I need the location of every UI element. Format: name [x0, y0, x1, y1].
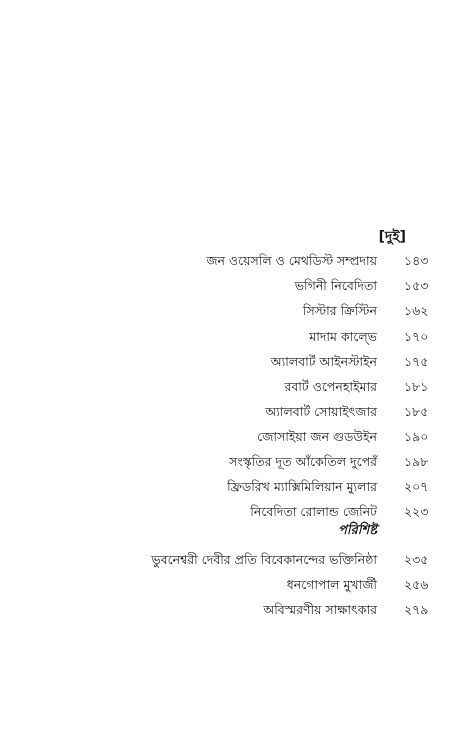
entry-title: ধনগোপাল মুখার্জী: [286, 577, 377, 592]
toc-entry: [0, 300, 460, 322]
entry-page: ২৭৯: [404, 602, 429, 617]
entry-page: ২২৩: [404, 504, 429, 519]
toc-entry: [0, 476, 460, 498]
entry-page: ২০৭: [404, 479, 429, 494]
entry-page: ১৪৩: [404, 253, 429, 268]
toc-entry: [0, 501, 460, 523]
toc-entry: [0, 426, 460, 448]
entry-title: ভুবনেশ্বরী দেবীর প্রতি বিবেকানন্দের ভক্তিনিষ্ঠা: [151, 552, 377, 567]
toc-entry: [0, 451, 460, 473]
entry-title: সংস্কৃতির দূত আঁকেতিল দুপেরঁ: [229, 454, 377, 469]
appendix-entry: [0, 574, 460, 596]
entry-page: ১৭০: [404, 329, 429, 344]
entry-page: ১৮৫: [404, 404, 429, 419]
appendix-entry: [0, 549, 460, 571]
entry-page: ১৬২: [404, 303, 429, 318]
entry-page: ১৫৩: [404, 278, 429, 293]
toc-entry: [0, 351, 460, 373]
entry-page: ২৫৬: [404, 577, 429, 592]
entry-title: মাদাম কাল্ভে: [309, 329, 377, 344]
entry-title: ফ্রিডরিখ ম্যাক্সিমিলিয়ান ম্যুলার: [227, 479, 377, 494]
entry-title: নিবেদিতা রোলান্ড জেনিট: [250, 504, 377, 519]
part-heading: [দুই]: [378, 229, 406, 245]
entry-title: অ্যালবার্ট সোয়াইৎজার: [265, 404, 377, 419]
entry-title: সিস্টার ক্রিস্টিন: [302, 303, 377, 318]
toc-entry: [0, 401, 460, 423]
entry-title: জন ওয়েসলি ও মেথডিস্ট সম্প্রদায়: [206, 253, 377, 268]
toc-entry: [0, 376, 460, 398]
entry-title: অবিস্মরণীয় সাক্ষাৎকার: [263, 602, 377, 617]
entry-title: রবার্ট ওপেনহাইমার: [284, 379, 377, 394]
toc-entry: [0, 326, 460, 348]
appendix-heading: পরিশিষ্ট: [338, 523, 377, 538]
entry-title: অ্যালবার্ট আইনস্টাইন: [270, 354, 377, 369]
entry-title: জোসাইয়া জন গুডউইন: [257, 429, 377, 444]
entry-page: ২৩৫: [404, 552, 429, 567]
appendix-entry: [0, 599, 460, 621]
entry-page: ১৮১: [404, 379, 429, 394]
entry-page: ১৭৫: [404, 354, 429, 369]
toc-entry: [0, 275, 460, 297]
toc-entry: [0, 250, 460, 272]
entry-page: ১৯০: [404, 429, 429, 444]
entry-title: ভগিনী নিবেদিতা: [294, 278, 377, 293]
entry-page: ১৯৮: [404, 454, 429, 469]
